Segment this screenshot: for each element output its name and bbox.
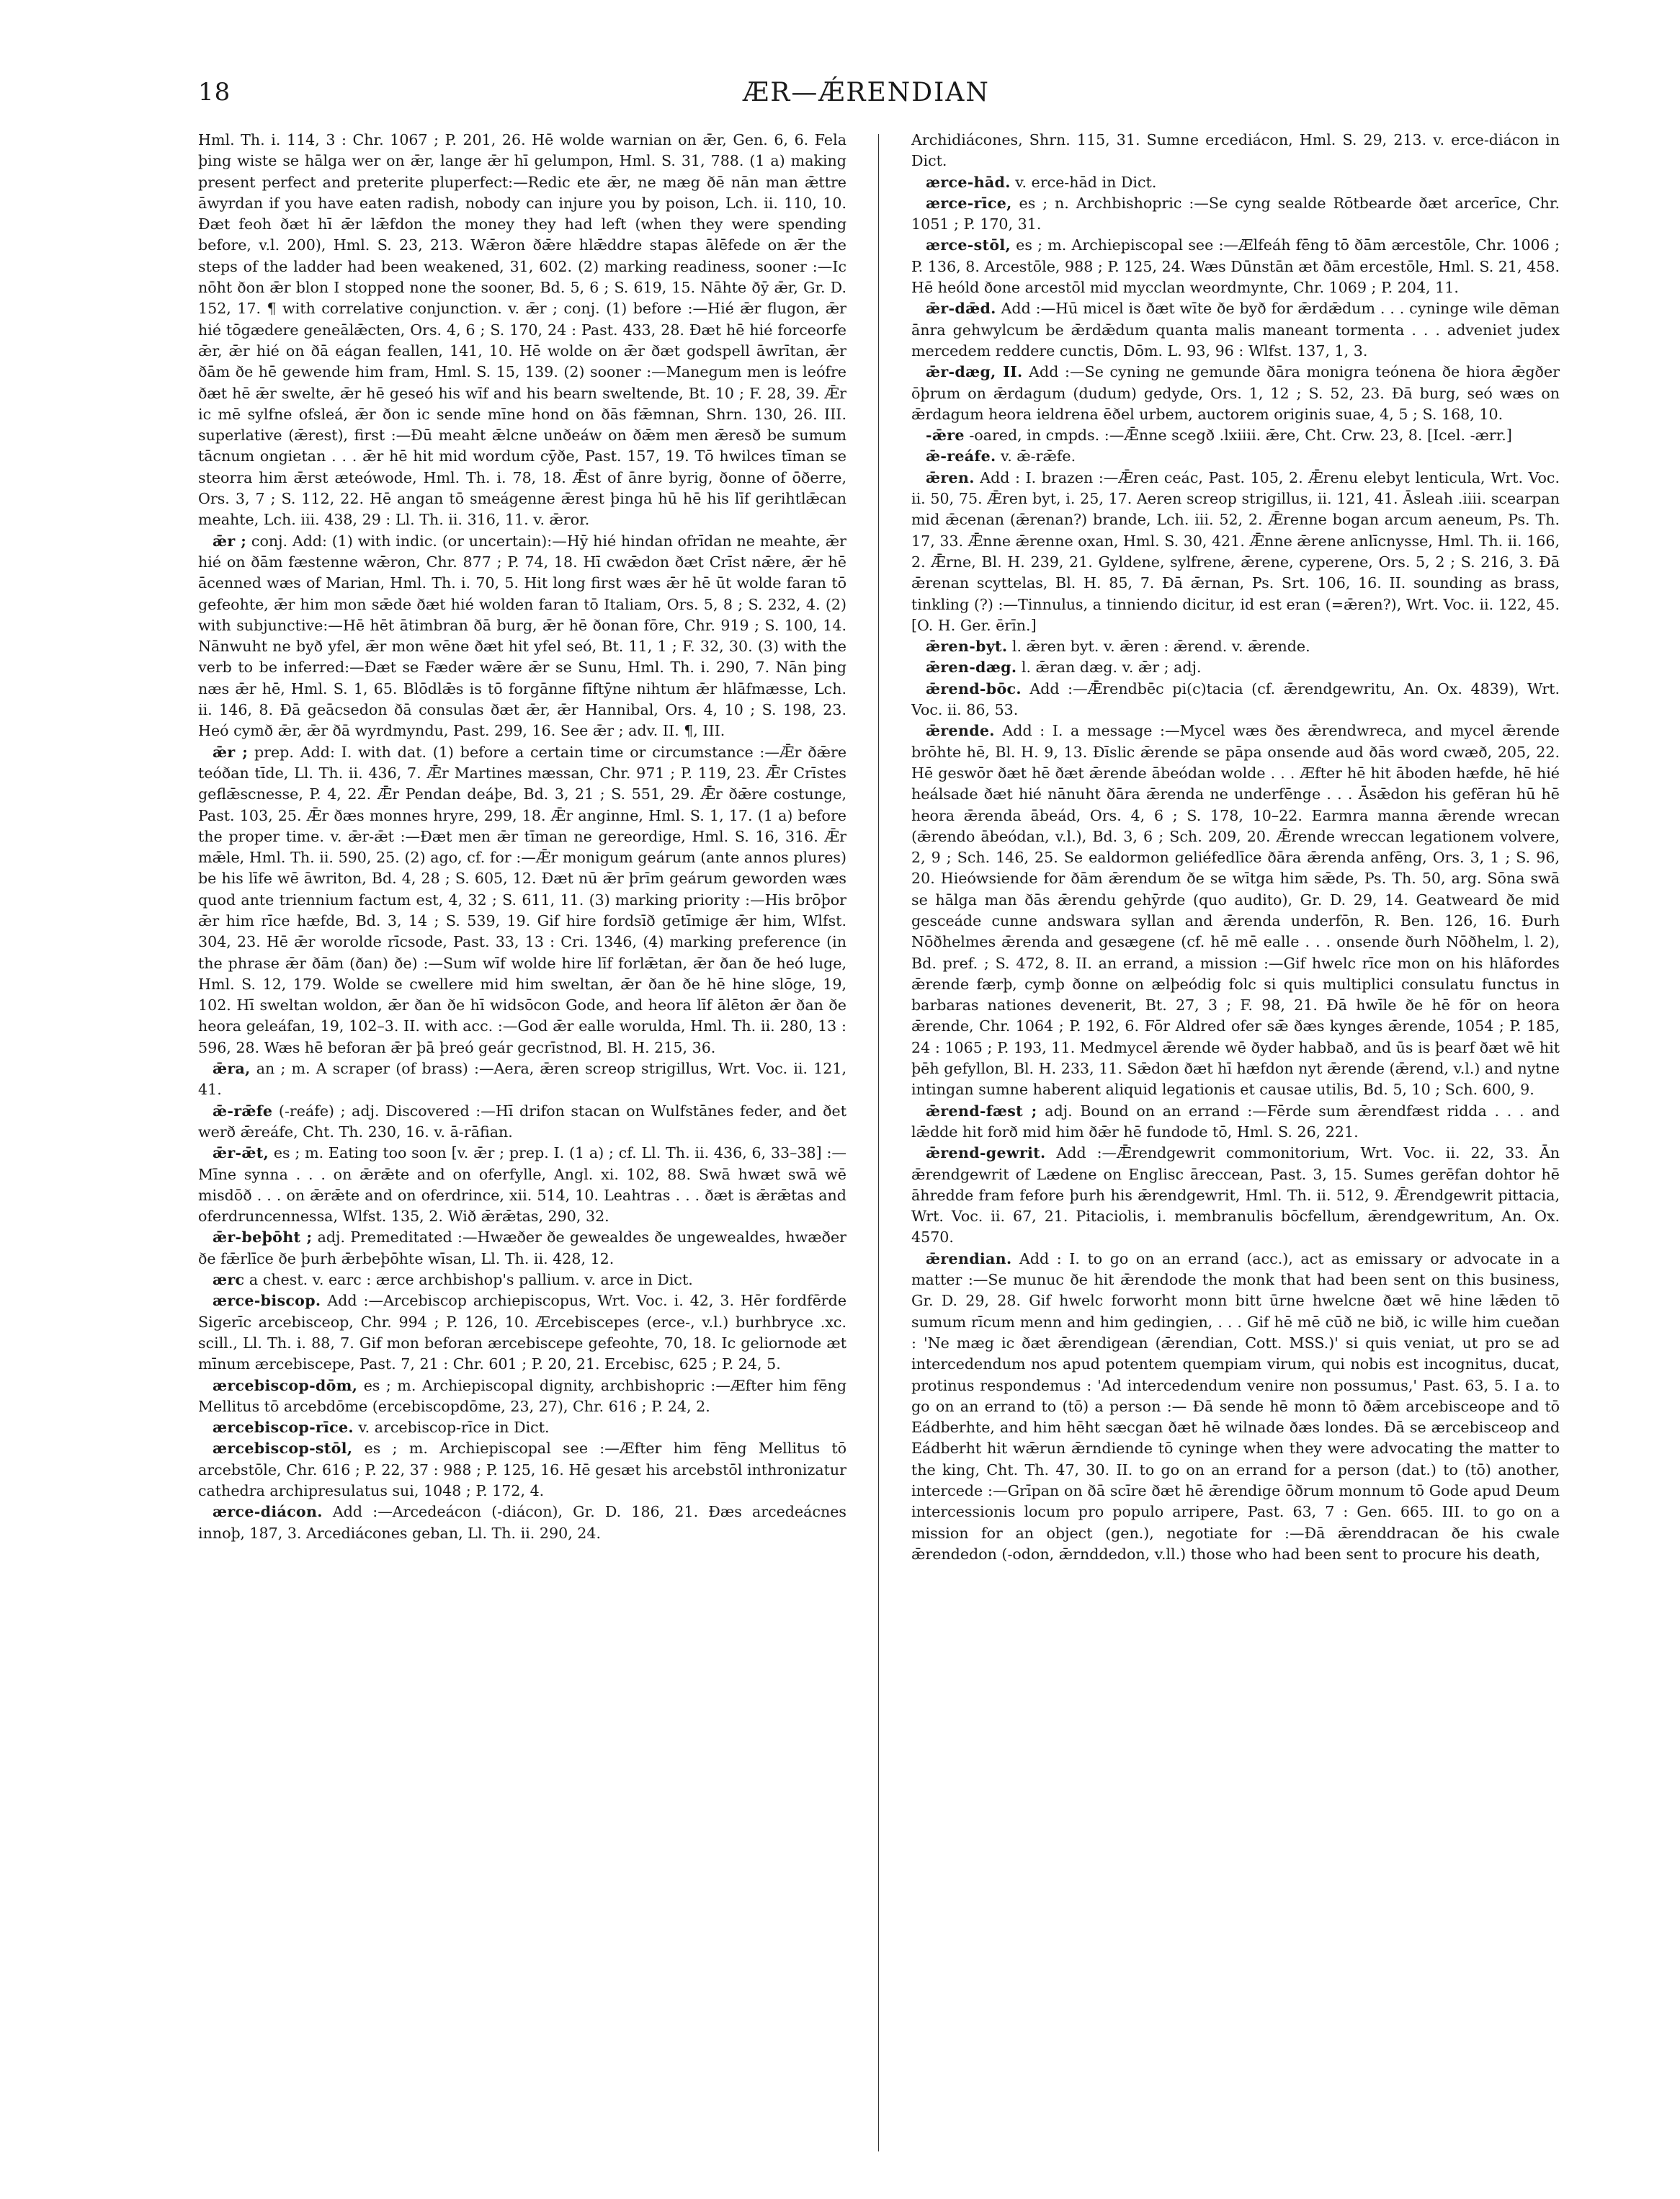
- entry-text: Add : I. brazen :—Ǣren ceác, Past. 105, 2. Ǣrenu elebyt lenticula, Wrt. Voc. ii. 50, 75. Ǣren byt, i. 25, 17. Aeren screop strigillus, ii. 121, 41. Āsleah .iiii. scearpan mid ǣcenan (ǣrenan?) brande, Lch. iii. 52, 2. Ǣrenne bogan arcum aeneum, Ps. Th. 17, 33. Ǣnne ǣrenne oxan, Hml. S. 30, 421. Ǣnne ǣrene anlīcnysse, Hml. Th. ii. 166, 2. Ǣrne, Bl. H. 239, 21. Gyldene, sylfrene, ǣrene, cyperene, Ors. 5, 2 ; S. 216, 3. Ðā ǣrenan scyttelas, Bl. H. 85, 7. Ðā ǣrnan, Ps. Srt. 106, 16. II. sounding as brass, tinkling (?) :—Tinnulus, a tinniendo dicitur, id est eran (=ǣren?), Wrt. Voc. ii. 122, 45. [O. H. Ger. ērīn.]: [911, 468, 1560, 634]
- entry-text: es ; m. Archiepiscopal dignity, archbishopric :—Æfter him fēng Mellitus tō arcebdōme (ercebiscopdōme, 23, 27), Chr. 616 ; P. 24, 2.: [198, 1376, 846, 1415]
- dictionary-entry: [198, 1502, 846, 1544]
- dictionary-entry: [198, 1101, 846, 1143]
- entry-headword: ǣrend-gewrit.: [926, 1144, 1046, 1162]
- dictionary-entry: [911, 130, 1560, 172]
- entry-headword: ǣr-dǣd.: [926, 300, 996, 318]
- dictionary-entry: [911, 636, 1560, 657]
- dictionary-entry: [198, 1438, 846, 1502]
- entry-headword: ærcebiscop-stōl,: [213, 1440, 353, 1458]
- entry-text: l. ǣren byt. v. ǣren : ǣrend. v. ǣrende.: [1011, 638, 1310, 656]
- entry-text: v. arcebiscop-rīce in Dict.: [358, 1419, 550, 1437]
- dictionary-entry: [911, 679, 1560, 721]
- dictionary-entry: [911, 425, 1560, 446]
- entry-headword: ærce-stōl,: [926, 236, 1011, 254]
- right-column: [911, 130, 1560, 2154]
- entry-text: Add :—Ǣrendbēc pi(c)tacia (cf. ǣrendgewritu, An. Ox. 4839), Wrt. Voc. ii. 86, 53.: [911, 679, 1560, 719]
- page-header: [198, 78, 1534, 114]
- entry-headword: ærcebiscop-rīce.: [213, 1419, 354, 1437]
- entry-text: es ; m. Eating too soon [v. ǣr ; prep. I. (1 a) ; cf. Ll. Th. ii. 436, 6, 33–38] :—Mīne synna . . . on ǣrǣte and on oferfylle, Angl. xi. 102, 88. Swā hwæt swā wē misdōð . . . on ǣrǣte and on oferdrince, xii. 514, 10. Leahtras . . . ðæt is ǣrǣtas and oferdruncennessa, Wlfst. 135, 2. Wið ǣrǣtas, 290, 32.: [198, 1144, 846, 1226]
- dictionary-entry: [911, 657, 1560, 678]
- dictionary-entry: [198, 1143, 846, 1227]
- page-number: 18: [198, 78, 231, 107]
- entry-headword: ǣr-ǣt,: [213, 1144, 269, 1162]
- entry-headword: ǣr ;: [213, 532, 247, 550]
- left-column: [198, 130, 846, 2154]
- entry-text: es ; n. Archbishopric :—Se cyng sealde Rōtbearde ðæt arcerīce, Chr. 1051 ; P. 170, 31.: [911, 194, 1560, 233]
- entry-text: Hml. Th. i. 114, 3 : Chr. 1067 ; P. 201, 26. Hē wolde warnian on ǣr, Gen. 6, 6. Fela þing wiste se hālga wer on ǣr, lange ǣr hī gelumpon, Hml. S. 31, 788. (1 a) making present perfect and preterite pluperfect:—Redic ete ǣr, ne mæg ðē nān man ǣttre āwyrdan if you have eaten radish, nobody can injure you by poison, Lch. ii. 110, 10. Ðæt feoh ðæt hī ǣr lǣfdon the money they had left (when they were spending before, v.l. 200), Hml. S. 23, 213. Wǣron ðǣre hlǣddre stapas ālēfede on ǣr the steps of the ladder had been weakened, 31, 602. (2) marking readiness, sooner :—Ic nōht ðon ǣr blon I stopped none the sooner, Bd. 5, 6 ; S. 619, 15. Nāhte ðȳ ǣr, Gr. D. 152, 17. ¶ with correlative conjunction. v. ǣr ; conj. (1) before :—Hié ǣr flugon, ǣr hié tōgædere geneālǣcten, Ors. 4, 6 ; S. 170, 24 : Past. 433, 28. Ðæt hē hié forceorfe ǣr, ǣr hié on ðā eágan feallen, 141, 10. Hē wolde on ǣr ðæt godspell āwrītan, ǣr ðām ðe hē gewende him fram, Hml. S. 15, 139. (2) sooner :—Manegum men is leófre ðæt hē ǣr swelte, ǣr hē geseó his wīf and his bearn sweltende, Bt. 10 ; F. 28, 39. Ǣr ic mē sylfne ofsleá, ǣr ðon ic sende mīne hond on ðās fǣmnan, Shrn. 130, 26. III. superlative (ǣrest), first :—Ðū meaht ǣlcne unðeáw on ðǣm men ǣresð be sumum tācnum ongietan . . . ǣr hē hit mid wordum cȳðe, Past. 157, 19. Tō hwilces tīman se steorra him ǣrst ætеówode, Hml. Th. i. 78, 18. Ǣst of ānre byrig, ðonne of ōðerre, Ors. 3, 7 ; S. 112, 22. Hē angan tō smeágenne ǣrest þinga hū hē his līf gerihtlǣcan meahte, Lch. iii. 438, 29 : Ll. Th. ii. 316, 11. v. ǣror.: [198, 131, 846, 529]
- entry-headword: -ǣre: [926, 427, 965, 445]
- running-head: ÆR—ǼRENDIAN: [743, 78, 990, 107]
- text-columns: [198, 130, 1560, 2162]
- dictionary-entry: [198, 1227, 846, 1270]
- entry-headword: ærc: [213, 1271, 245, 1289]
- entry-text: a chest. v. earc : ærce archbishop's pallium. v. arce in Dict.: [249, 1271, 693, 1289]
- entry-text: (-reáfe) ; adj. Discovered :—Hī drifon stacan on Wulfstānes feder, and ðet werð ǣreáfe, Cht. Th. 230, 16. v. ā-rāfian.: [198, 1102, 846, 1141]
- entry-headword: ǣren-byt.: [926, 638, 1008, 656]
- entry-headword: ærce-rīce,: [926, 194, 1012, 212]
- dictionary-entry: [198, 130, 846, 531]
- entry-text: adj. Premeditated :—Hwæðer ðe gewealdes ðe ungewealdes, hwæðer ðe fǣrlīce ðe þurh ǣrbeþōhte wīsan, Ll. Th. ii. 428, 12.: [198, 1228, 846, 1267]
- entry-headword: ǣrendian.: [926, 1249, 1012, 1267]
- dictionary-entry: [911, 1249, 1560, 1565]
- entry-text: an ; m. A scraper (of brass) :—Aera, ǣren screop strigillus, Wrt. Voc. ii. 121, 41.: [198, 1060, 846, 1099]
- dictionary-entry: [198, 1375, 846, 1418]
- entry-text: Add :—Arcebiscop archiepiscopus, Wrt. Voc. i. 42, 3. Hēr fordfērde Sigerīc arcebisceop, Chr. 994 ; P. 126, 10. Ærcebiscepes (erce-, v.l.) burhbryce .xc. scill., Ll. Th. i. 88, 7. Gif mon beforan ærcebiscepe gefeohte, 70, 18. Ic geliornode æt mīnum ærcebiscepe, Past. 7, 21 : Chr. 601 ; P. 20, 21. Ercebisc, 625 ; P. 24, 5.: [198, 1292, 846, 1373]
- dictionary-entry: [198, 1290, 846, 1375]
- dictionary-entry: [198, 1417, 846, 1438]
- entry-text: Add : I. a message :—Mycel wæs ðes ǣrendwreca, and mycel ǣrende brōhte hē, Bl. H. 9, 13. Ðīslic ǣrende se pāpa onsende aud ðās word cwæð, 205, 22. Hē geswōr ðæt hē ðæt ǣrende ābeódan wolde . . . Æfter hē hit āboden hæfde, hē hié heálsade ðæt hié nānuht ðāra ǣrenda ne underfēnge . . . Āsǣdon his gefēran hū hē heora ǣrenda ābeád, Ors. 4, 6 ; S. 178, 10–22. Earmra manna ǣrende wrecan (ǣrendo ābeódan, v.l.), Bd. 3, 6 ; Sch. 209, 20. Ǣrende wreccan legationem volvere, 2, 9 ; Sch. 146, 25. Se ealdormon geliéfedlīce ðāra ǣrenda anfēng, Ors. 3, 1 ; S. 96, 20. Hieówsiende for ðām ǣrendum ðe se wītga him sǣde, Ps. Th. 50, arg. Sōna swā se hālga man ðās ǣrendu gehȳrde (quo audito), Gr. D. 29, 14. Geatweard ðe mid gesceáde cunne andswara syllan and ǣrenda underfōn, R. Ben. 126, 16. Ðurh Nōðhelmes ǣrenda and gesægene (cf. hē mē ealle . . . onsende ðurh Nōðhelm, l. 2), Bd. pref. ; S. 472, 8. II. an errand, a mission :—Gif hwelc rīce mon on his hlāfordes ǣrende færþ, cymþ ðonne on ælþeódig folc si quis multiplici consulatu functus in barbaras nationes devenerit, Bt. 27, 3 ; F. 98, 21. Ðā hwīle ðe hē fōr on heora ǣrende, Chr. 1064 ; P. 192, 6. Fōr Aldred ofer sǣ ðæs kynges ǣrende, 1054 ; P. 185, 24 : 1065 ; P. 193, 11. Medmycel ǣrende wē ðyder habbað, and ūs is þearf ðæt wē hit þēh gefyllon, Bl. H. 233, 11. Sǣdon ðæt hī hæfdon nyt ǣrende (ǣrend, v.l.) and nytne intingan sumne haberent aliquid legationis et causae utilis, Bd. 5, 10 ; Sch. 600, 9.: [911, 722, 1560, 1099]
- entry-text: v. erce-hād in Dict.: [1015, 173, 1157, 191]
- dictionary-entry: [911, 193, 1560, 236]
- entry-headword: ǣren-dæg.: [926, 659, 1017, 677]
- entry-headword: ǣrend-fæst ;: [926, 1102, 1037, 1120]
- entry-text: v. ǣ-rǣfe.: [1001, 447, 1076, 465]
- entry-headword: ǣren.: [926, 468, 975, 486]
- dictionary-entry: [911, 298, 1560, 362]
- entry-text: Add :—Hū micel is ðæt wīte ðe byð for ǣrdǣdum . . . cyninge wile dēman ānra gehwylcum be ǣrdǣdum quanta malis maneant tormenta . . . adveniet judex mercedem reddere cunctis, Dōm. L. 93, 96 : Wlfst. 137, 1, 3.: [911, 300, 1560, 360]
- entry-text: prep. Add: I. with dat. (1) before a certain time or circumstance :—Ǣr ðǣre teóðan tīde, Ll. Th. ii. 436, 7. Ǣr Martines mæssan, Chr. 971 ; P. 119, 23. Ǣr Crīstes geflǣscnesse, P. 4, 22. Ǣr Pendan deáþe, Bd. 3, 21 ; S. 551, 29. Ǣr ðǣre costunge, Past. 103, 25. Ǣr ðæs monnes hryre, 299, 18. Ǣr anginne, Hml. S. 1, 17. (1 a) before the proper time. v. ǣr-ǣt :—Ðæt men ǣr tīman ne gereordige, Hml. S. 16, 316. Ǣr mǣle, Hml. Th. ii. 590, 25. (2) ago, cf. for :—Ǣr monigum geárum (ante annos plures) be his līfe wē āwriton, Bd. 4, 28 ; S. 605, 12. Ðæt nū ǣr þrīm geárum geworden wæs quod ante triennium factum est, 4, 32 ; S. 611, 11. (3) marking priority :—His brōþor ǣr him rīce hæfde, Bd. 3, 14 ; S. 539, 19. Gif hire fordsīð getīmige ǣr him, Wlfst. 304, 23. Hē ǣr woroldе rīcsode, Past. 33, 13 : Cri. 1346, (4) marking preference (in the phrase ǣr ðām (ðan) ðe) :—Sum wīf wolde hire līf forlǣtan, ǣr ðan ðe heó luge, Hml. S. 12, 179. Wolde se cwellere mid him sweltan, ǣr ðan ðe hē hine slōge, 19, 102. Hī sweltan woldon, ǣr ðan ðe hī widsōcon Gode, and heora līf ālēton ǣr ðan ðe heora geleáfan, 19, 102–3. II. with acc. :—God ǣr ealle worulda, Hml. Th. ii. 280, 13 : 596, 28. Wæs hē beforan ǣr þā þreó geár gecrīstnod, Bl. H. 215, 36.: [198, 743, 846, 1056]
- entry-headword: ǣrend-bōc.: [926, 679, 1022, 697]
- entry-headword: ærce-biscop.: [213, 1292, 321, 1310]
- dictionary-entry: [911, 721, 1560, 1100]
- column-divider: [878, 134, 879, 2151]
- entry-headword: ǣrende.: [926, 722, 995, 740]
- entry-text: es ; m. Archiepiscopal see :—Ælfeáh fēng tō ðām ærcestōle, Chr. 1006 ; P. 136, 8. Arcestōle, 988 ; P. 125, 24. Wæs Dūnstān æt ðām ercestōle, Hml. S. 21, 458. Hē heóld ðone arcestōl mid mycclan weordmynte, Chr. 1069 ; P. 204, 11.: [911, 236, 1560, 297]
- dictionary-entry: [911, 446, 1560, 467]
- entry-text: l. ǣran dæg. v. ǣr ; adj.: [1021, 659, 1202, 677]
- entry-text: Archidiácones, Shrn. 115, 31. Sumne ercediácon, Hml. S. 29, 213. v. erce-diácon in Dict.: [911, 131, 1560, 170]
- dictionary-entry: [911, 1143, 1560, 1248]
- dictionary-entry: [911, 1101, 1560, 1143]
- entry-headword: ǣr-dæg, II.: [926, 363, 1023, 381]
- entry-headword: ærcebiscop-dōm,: [213, 1376, 358, 1394]
- entry-text: -oared, in cmpds. :—Ǣnne scegð .lxiiii. ǣre, Cht. Crw. 23, 8. [Icel. -ærr.]: [969, 427, 1512, 445]
- entry-headword: ǣ-rǣfe: [213, 1102, 273, 1120]
- dictionary-entry: [911, 172, 1560, 193]
- dictionary-entry: [198, 742, 846, 1058]
- entry-text: es ; m. Archiepiscopal see :—Æfter him fēng Mellitus tō arcebstōle, Chr. 616 ; P. 22, 37 : 988 ; P. 125, 16. Hē gesæt his arcebstōl inthronizatur cathedra archipresulatus sui, 1048 ; P. 172, 4.: [198, 1440, 846, 1499]
- dictionary-entry: [911, 468, 1560, 636]
- dictionary-entry: [198, 1058, 846, 1101]
- entry-text: adj. Bound on an errand :—Fērde sum ǣrendfæst ridda . . . and lǣdde hit forð mid him ðǣr hē fundode tō, Hml. S. 26, 221.: [911, 1102, 1560, 1141]
- dictionary-entry: [911, 235, 1560, 298]
- entry-headword: ærce-hād.: [926, 173, 1011, 191]
- entry-text: Add : I. to go on an errand (acc.), act as emissary or advocate in a matter :—Se munuc ðe hit ǣrendode the monk that had been sent on this business, Gr. D. 29, 28. Gif hwelc forworht monn bitt ūrne hwelcne ðæt wē hine lǣden tō sumum rīcum menn and him gedingien, . . . Gif hē mē cūð ne bið, ic wille him cueðan : 'Ne mæg ic ðæt ǣrendigean (ǣrendian, Cott. MSS.)' si quis veniat, ut pro se ad intercedendum nos apud potentem quempiam virum, qui nobis est incognitus, ducat, protinus respondemus : 'Ad intercedendum venire non possumus,' Past. 63, 5. I a. to go on an errand to (tō) a person :— Ðā sende hē monn tō ðǣm arcebisceope and tō Eádberhte, and him hēht sæcgan ðæt hē wilnade ðæs londes. Ðā se ærcebisceop and Eádberht hit wǣrun ǣrndiende tō cyninge when they were advocating the matter to the king, Cht. Th. 47, 30. II. to go on an errand for a person (dat.) to (tō) another, intercede :—Grīpan on ðā scīre ðæt hē ǣrendige ōðrum monnum tō Gode apud Deum intercessionis locum pro populo arripere, Past. 63, 7 : Gen. 665. III. to go on a mission for an object (gen.), negotiate for :—Ðā ǣrenddracan ðe his cwale ǣrendedon (-odon, ǣrnddedon, v.ll.) those who had been sent to procure his death,: [911, 1249, 1560, 1563]
- entry-headword: ǣ-reáfe.: [926, 447, 996, 465]
- entry-headword: ǣra,: [213, 1060, 251, 1078]
- entry-headword: ǣr ;: [213, 743, 249, 761]
- dictionary-entry: [198, 1270, 846, 1290]
- entry-headword: ærce-diácon.: [213, 1503, 323, 1521]
- dictionary-entry: [911, 362, 1560, 425]
- entry-text: Add :—Arcedeácon (-diácon), Gr. D. 186, 21. Ðæs arcedeácnes innoþ, 187, 3. Arcediácones geban, Ll. Th. ii. 290, 24.: [198, 1503, 846, 1542]
- dictionary-entry: [198, 531, 846, 742]
- entry-headword: ǣr-beþōht ;: [213, 1228, 313, 1246]
- entry-text: Add :—Se cyning ne gemunde ðāra monigra teónena ðe hiora ǣgðer ōþrum on ǣrdagum (dudum) gedyde, Ors. 1, 12 ; S. 52, 23. Ðā burg, seó wæs on ǣrdagum heora ieldrena ēðel urbem, auctorem originis suae, 4, 5 ; S. 168, 10.: [911, 363, 1560, 423]
- entry-text: conj. Add: (1) with indic. (or uncertain):—Hȳ hié hindan ofrīdan ne meahte, ǣr hié on ðām fæstenne wǣron, Chr. 877 ; P. 74, 18. Hī cwǣdon ðæt Crīst nǣre, ǣr hē ācenned wæs of Marian, Hml. Th. i. 70, 5. Hit long first wæs ǣr hē ūt wolde faran tō gefeohte, ǣr him mon sǣde ðæt hié wolden faran tō Italiam, Ors. 5, 8 ; S. 232, 4. (2) with subjunctive:—Hē hēt ātimbran ðā burg, ǣr hē ðonan fōre, Chr. 919 ; S. 100, 14. Nānwuht ne byð yfel, ǣr mon wēne ðæt hit yfel seó, Bt. 11, 1 ; F. 32, 30. (3) with the verb to be inferred:—Ðæt se Fæder wǣre ǣr se Sunu, Hml. Th. i. 290, 7. Nān þing næs ǣr hē, Hml. S. 1, 65. Blōdlǣs is tō forgānne fīftȳne nihtum ǣr hlāfmæsse, Lch. ii. 146, 8. Ðā geācsedon ðā consulas ðæt ǣr, ǣr Hannibal, Ors. 4, 10 ; S. 198, 23. Heó cymð ǣr, ǣr ðā wyrdmyndu, Past. 299, 16. See ǣr ; adv. II. ¶, III.: [198, 532, 846, 740]
- entry-text: Add :—Ǣrendgewrit commonitorium, Wrt. Voc. ii. 22, 33. Ān ǣrendgewrit of Lædene on Englisc āreccean, Past. 3, 15. Sumes gerēfan dohtor hē āhredde fram fefore þurh his ǣrendgewrit, Hml. Th. ii. 512, 9. Ǣrendgewrit pittacia, Wrt. Voc. ii. 67, 21. Pitaciolis, i. membranulis bōcfellum, ǣrendgewritum, An. Ox. 4570.: [911, 1144, 1560, 1246]
